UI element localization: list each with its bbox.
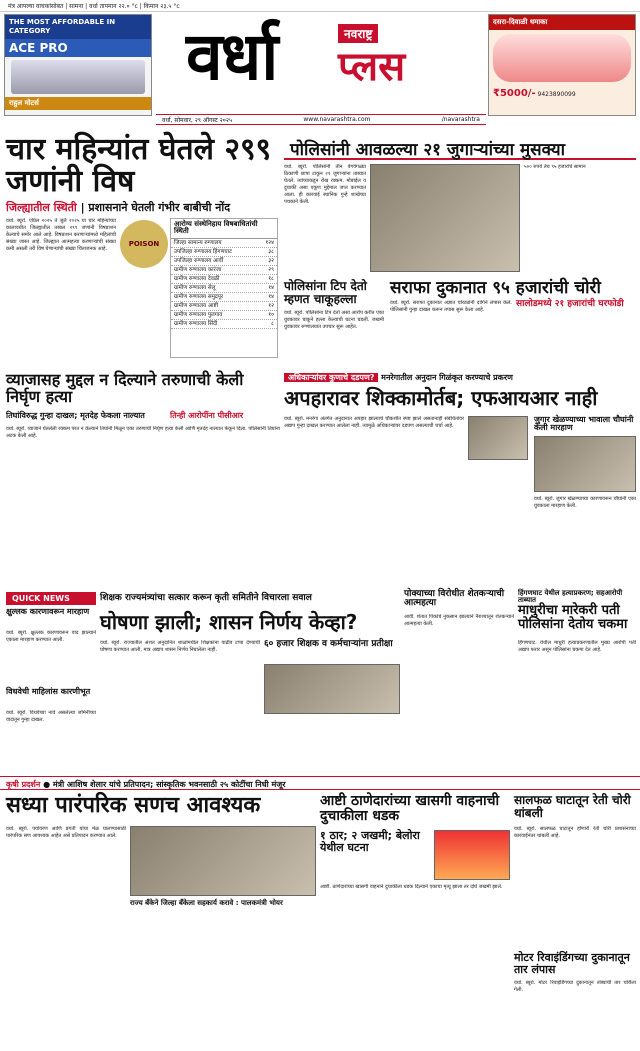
story8-tag: शिक्षक राज्यमंत्र्यांचा सत्कार करून कृती समितीने विचारला सवाल — [100, 593, 312, 603]
story1-box-title: आरोग्य संस्थेनिहाय विषबाधितांची स्थिती — [171, 219, 277, 239]
story9-body: आर्वी. शेतात पिकांचे नुकसान झाल्याने नैराश्यातून शेतकऱ्याने आत्महत्या केली. — [404, 614, 514, 627]
story7-body: वर्धा. ब्यूरो. जुगार खेळण्याच्या कारणावरून चौघांनी एका युवकाला मारहाण केली. — [534, 496, 636, 509]
story8-aside: ६० हजार शिक्षक व कर्मचाऱ्यांना प्रतीक्षा — [264, 639, 393, 649]
ad-left-dealer: राहुल मोटर्स — [5, 97, 151, 110]
quick-h2: विधवेची माहिलांस कारणीभूत — [6, 687, 91, 696]
story13-headline: सालफळ घाटातून रेती चोरी थांबली — [514, 793, 631, 820]
story8-body: वर्धा. ब्यूरो. राज्यातील अंशत अनुदानित शाळांमधील शिक्षकांना वाढीव टप्पा देण्याची घोषणा करण्यात आली, मात्र अद्याप शासन निर्णय निघालेला नाही. — [100, 640, 260, 653]
table-cell-count: १८ — [268, 275, 274, 282]
story10-tag: हिंगणघाट येथील हत्याप्रकरण; सहआरोपी ताब्यात — [518, 589, 623, 605]
quick-b1: वर्धा. ब्यूरो. क्षुल्लक कारणावरून वाद झाल्याने एकाला मारहाण करण्यात आली. — [6, 630, 96, 643]
story3-body: वर्धा. ब्यूरो. पोलिसांना टिप देतो असा आरोप करीत एका युवकावर चाकूने हल्ला केल्याची घटना घडली. जखमी युवकावर रुग्णालयात उपचार सुरू आहेत. — [284, 310, 384, 330]
story3-headline: पोलिसांना टिप देतो म्हणत चाकूहल्ला — [284, 279, 367, 306]
ad-right[interactable] — [488, 14, 636, 116]
story1-headline: चार महिन्यांत घेतले २९९ जणांनी विष — [6, 132, 272, 199]
table-cell-count: ३८ — [268, 248, 274, 255]
story2-body: वर्धा. ब्यूरो. पोलिसांनी तीन वेगवेगळ्या ठिकाणी छापा टाकून २१ जुगाऱ्यांना ताब्यात घेतले. त्यांच्याकडून रोख रक्कम, मोबाईल व दुचाकी असा एकूण मुद्देमाल जप्त करण्यात आला. ही कारवाई स्थानिक गुन्हे शाखेच्या पथकाने केली. — [284, 164, 366, 205]
story12-sub: १ ठार; २ जखमी; बेलोरा येथील घटना — [320, 829, 420, 854]
ad-left-head: THE MOST AFFORDABLE IN CATEGORY — [5, 15, 151, 39]
table-cell-count: १४ — [268, 284, 274, 291]
story13-body: वर्धा. ब्यूरो. सालफळ घाटातून होणारी रेती चोरी प्रशासनाच्या कारवाईनंतर थांबली आहे. — [514, 826, 636, 839]
story11-caption: राज्य बँकेने जिल्हा बँकेला सहकार्य करावे : पालकमंत्री भोयर — [130, 899, 283, 907]
band-text: मंत्री आशिष शेलार यांचे प्रतिपादन; सांस्कृतिक भवनसाठी २५ कोटींचा निधी मंजूर — [52, 780, 286, 789]
ad-left-brand: ACE PRO — [5, 39, 151, 57]
poison-icon: POISON — [120, 220, 168, 268]
quick-b2: वर्धा. ब्यूरो. विधवेच्या नावे असलेल्या जमिनीच्या वादातून गुन्हा दाखल. — [6, 710, 96, 723]
scooter-image — [493, 34, 631, 82]
story1-kicker: जिल्ह्यातील स्थिती — [6, 201, 77, 214]
dateline-site[interactable]: www.navarashtra.com — [303, 116, 371, 123]
table-cell-name: ग्रामीण रुग्णालय सेलू — [174, 284, 216, 291]
table-cell-name: ग्रामीण रुग्णालय समुद्रपूर — [174, 293, 224, 300]
story7-photo — [534, 436, 636, 492]
ad-right-head: दसरा-दिवाळी धमाका — [489, 15, 635, 30]
story4-headline: सराफा दुकानात ९५ हजारांची चोरी — [390, 278, 601, 298]
story12-headline: आष्टी ठाणेदारांच्या खासगी वाहनाची दुचाकीला धडक — [320, 793, 500, 824]
top-strip — [0, 0, 640, 12]
dateline — [156, 114, 486, 125]
table-cell-count: ८ — [271, 320, 274, 327]
table-row — [171, 284, 277, 293]
table-cell-name: ग्रामीण रुग्णालय पुलगाव — [174, 311, 223, 318]
story5-body: वर्धा. ब्यूरो. व्याजाने घेतलेली रक्कम परत न केल्याने तिघांनी मिळून एका तरुणाची निर्घृण हत्या केली आणि मृतदेह नाल्यात फेकून दिला. पोलिसांनी तिघांना अटक केली आहे. — [6, 426, 280, 439]
quick-news-label: QUICK NEWS — [6, 592, 96, 605]
story8-photo — [264, 664, 400, 714]
story5-sub: तिघांविरुद्ध गुन्हा दाखल; मृतदेह फेकला नाल्यात — [6, 411, 145, 420]
table-cell-name: जिल्हा सामान्य रुग्णालय — [174, 239, 222, 246]
ad-right-phone: 9423890099 — [537, 91, 576, 98]
table-cell-count: २९ — [268, 266, 274, 273]
table-cell-name: उपजिल्हा रुग्णालय आर्वी — [174, 257, 224, 264]
story6-photo — [468, 416, 528, 460]
story2-photo — [370, 164, 520, 272]
story2-amount: ५०० रुपये तेच ९५ हजारांचे सामान — [524, 164, 586, 170]
story11-headline: सध्या पारंपरिक सणच आवश्यक — [6, 793, 261, 818]
table-row — [171, 266, 277, 275]
band-left: कृषी प्रदर्शन — [6, 780, 41, 789]
dateline-social[interactable]: /navarashtra — [441, 116, 480, 123]
table-cell-name: ग्रामीण रुग्णालय देवळी — [174, 275, 220, 282]
story11-body: वर्धा. ब्यूरो. पर्यावरण आणि प्रगती यांचा मेळ घालण्यासाठी पारंपरिक सण आवश्यक आहेत असे प्रतिपादन करण्यात आले. — [6, 826, 126, 839]
dateline-left: वर्धा, सोमवार, २९ ऑगस्ट २०२५ — [162, 117, 233, 124]
table-cell-count: १४ — [268, 293, 274, 300]
table-cell-count: ३२ — [268, 257, 274, 264]
ad-left[interactable] — [4, 14, 152, 116]
story4-sub: सालोडमध्ये २१ हजारांची घरफोडी — [516, 299, 624, 309]
story7-headline: जुगार खेळण्याच्या भावाला चौघांनी केली मारहाण — [534, 415, 634, 433]
table-row — [171, 248, 277, 257]
story2-headline: पोलिसांनी आवळल्या २१ जुगाऱ्यांच्या मुसक्या — [284, 134, 636, 160]
band: कृषी प्रदर्शन ● मंत्री आशिष शेलार यांचे प्रतिपादन; सांस्कृतिक भवनसाठी २५ कोटींचा निधी मंजूर — [0, 776, 640, 790]
story10-body: हिंगणघाट. येथील माधुरी हत्याप्रकरणातील मुख्य आरोपी पती अद्याप फरार असून पोलिसांना चकमा देत आहे. — [518, 640, 636, 653]
story6-body: वर्धा. ब्यूरो. मनरेगा अंतर्गत अनुदानात अपहार झाल्याचे चौकशीत स्पष्ट झाले असतानाही संबंधितांवर अद्याप गुन्हा दाखल करण्यात आलेला नाही. त्यामुळे अधिकाऱ्यांवर दडपण असल्याची चर्चा आहे. — [284, 416, 464, 429]
story11-photo — [130, 826, 316, 896]
story1-table — [170, 218, 278, 358]
table-row — [171, 320, 277, 329]
story5-sub2: तिन्ही आरोपींना पीसीआर — [170, 411, 244, 420]
ad-right-offer: ₹5000/- — [493, 88, 536, 99]
accident-image — [434, 830, 510, 880]
table-cell-count: १२ — [268, 302, 274, 309]
quick-h1: क्षुल्लक कारणावरून मारहाण — [6, 607, 90, 616]
story12-body: आष्टी. ठाणेदारांच्या खासगी वाहनाने दुचाकीला धडक दिल्याने एकाचा मृत्यू झाला तर दोघे जखमी झाले. — [320, 884, 503, 890]
table-row — [171, 239, 277, 248]
story6-headline: अपहारावर शिक्कामोर्तब; एफआयआर नाही — [284, 386, 598, 410]
story1-body: वर्धा. ब्यूरो. एप्रिल २०२५ ते जुलै २०२५ या चार महिन्यांच्या कालावधीत जिल्ह्यातील तब्बल २९९ जणांनी विषप्राशन केल्याचे समोर आले आहे. विषप्राशन करणाऱ्यांमध्ये महिलांची संख्या जास्त आहे. जिल्ह्यात आत्महत्या करणाऱ्यांची संख्या कमी असली तरी विष घेणाऱ्यांची संख्या चिंताजनक आहे. — [6, 218, 116, 252]
story10-headline: माधुरीचा मारेकरी पती पोलिसांना देतोय चकमा — [518, 603, 628, 632]
story6-tag2: मनरेगातील अनुदान गिळंकृत करण्याचे प्रकरण — [381, 373, 513, 382]
strip-text: मंत्र आपल्या वाचकांसोबत | सामना | वर्धा तापमान २२.० °c | किमान २३.५ °c — [8, 3, 180, 10]
masthead-plus: प्लस — [338, 43, 406, 90]
truck-image — [11, 60, 145, 94]
table-cell-name: ग्रामीण रुग्णालय कारंजा — [174, 266, 222, 273]
table-row — [171, 311, 277, 320]
table-cell-name: ग्रामीण रुग्णालय आष्टी — [174, 302, 219, 309]
story8-headline: घोषणा झाली; शासन निर्णय केव्हा? — [100, 610, 358, 634]
table-row — [171, 293, 277, 302]
story9-headline: पोक्याच्या विरोधीत शेतकऱ्याची आत्महत्या — [404, 589, 505, 609]
table-cell-name: ग्रामीण रुग्णालय सिंदी — [174, 320, 218, 327]
story14-body: वर्धा. ब्यूरो. मोटर रिवाइंडिंगच्या दुकानातून तांब्याची तार चोरीला गेली. — [514, 980, 636, 993]
table-cell-name: उपजिल्हा रुग्णालय हिंगणघाट — [174, 248, 232, 255]
story1-subhead: प्रशासनाने घेतली गंभीर बाबीची नोंद — [88, 201, 231, 214]
story14-headline: मोटर रिवाइंडिंगच्या दुकानातून तार लंपास — [514, 951, 630, 976]
masthead-title: वर्धा — [186, 17, 277, 95]
story5-headline: व्याजासह मुद्दल न दिल्याने तरुणाची केली निर्घृण हत्या — [6, 370, 244, 406]
table-row — [171, 302, 277, 311]
story4-body: वर्धा. ब्यूरो. सराफा दुकानात अज्ञात चोरट्यांनी दागिने लंपास केले. पोलिसांनी गुन्हा दाखल करून तपास सुरू केला आहे. — [390, 300, 512, 313]
table-row — [171, 257, 277, 266]
masthead — [156, 16, 486, 112]
table-row — [171, 275, 277, 284]
table-cell-count: १० — [268, 311, 274, 318]
masthead-nav: नवराष्ट्र — [338, 24, 378, 43]
table-cell-count: १२४ — [265, 239, 274, 246]
story6-tag: अधिकाऱ्यांवर कुणाचे दडपण? — [284, 373, 378, 382]
